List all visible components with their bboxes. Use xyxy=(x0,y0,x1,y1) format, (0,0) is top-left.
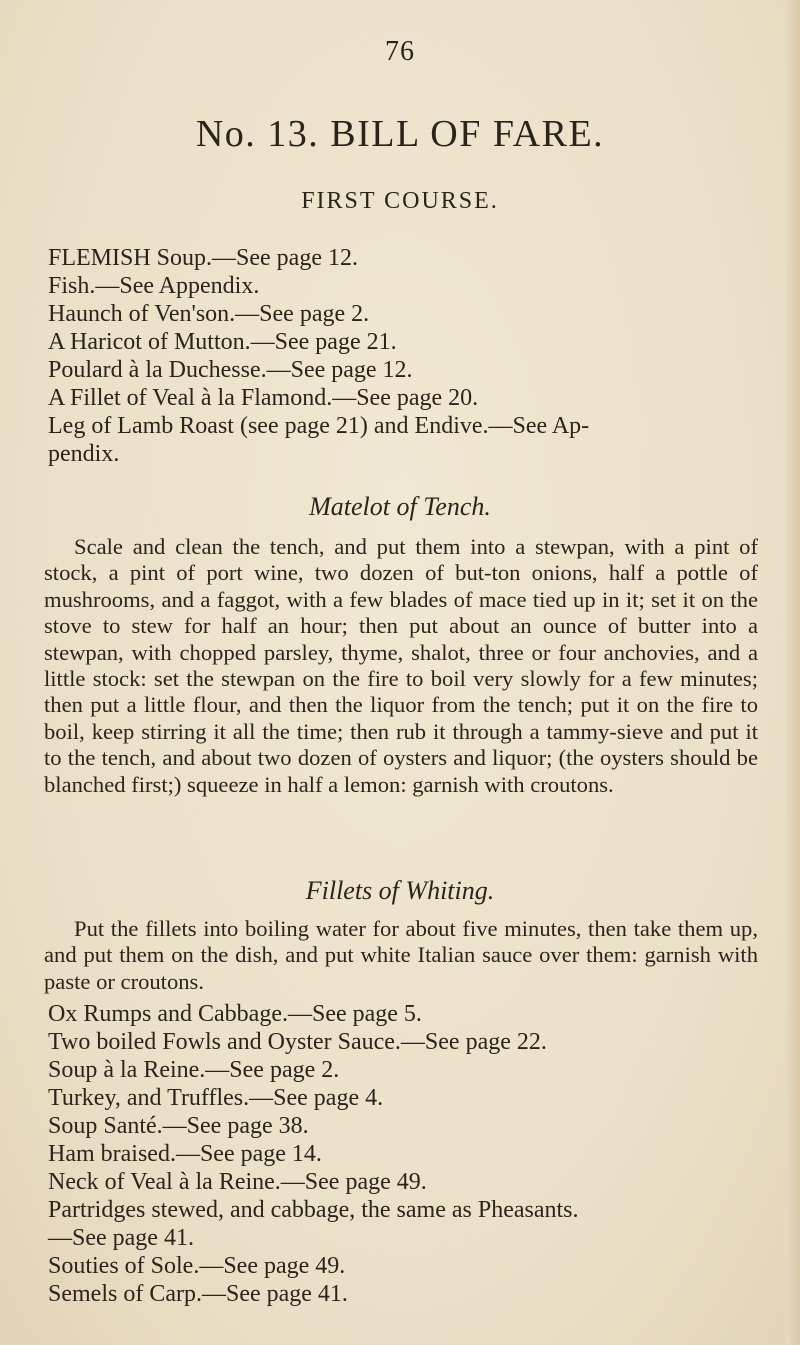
first-dish-list xyxy=(48,244,748,468)
dish-line: A Haricot of Mutton.—See page 21. xyxy=(48,329,397,355)
dish-line: Ox Rumps and Cabbage.—See page 5. xyxy=(48,1001,422,1027)
dish-line: —See page 41. xyxy=(48,1225,194,1251)
dish-line: Semels of Carp.—See page 41. xyxy=(48,1281,348,1307)
dish-line: Leg of Lamb Roast (see page 21) and Endive.—See Ap- xyxy=(48,413,590,439)
dish-line: Haunch of Ven'son.—See page 2. xyxy=(48,301,370,327)
dish-line: Soup Santé.—See page 38. xyxy=(48,1113,309,1139)
dish-line: Turkey, and Truffles.—See page 4. xyxy=(48,1085,384,1111)
dish-line: Partridges stewed, and cabbage, the same as Pheasants. xyxy=(48,1197,579,1223)
course-subtitle: FIRST COURSE. xyxy=(301,188,499,214)
dish-line: pendix. xyxy=(48,441,120,467)
dish-line: A Fillet of Veal à la Flamond.—See page 20. xyxy=(48,385,479,411)
dish-line: Ham braised.—See page 14. xyxy=(48,1141,322,1167)
dish-line: Souties of Sole.—See page 49. xyxy=(48,1253,346,1279)
recipe-text-whiting: Put the fillets into boiling water for about five minutes, then take them up, and put them on the dish, and put white Italian sauce over them: garnish with paste or croutons. xyxy=(44,916,758,994)
dish-line: Neck of Veal à la Reine.—See page 49. xyxy=(48,1169,427,1195)
recipe-heading-whiting: Fillets of Whiting. xyxy=(305,876,495,905)
page-number: 76 xyxy=(385,36,415,67)
recipe-text-matelot: Scale and clean the tench, and put them into a stewpan, with a pint of stock, a pint of port wine, two dozen of but-ton onions, half a pottle of mushrooms, and a faggot, with a few blades of mace tied up in it; set it on the stove to stew for half an hour; then put about an ounce of butter into a stewpan, with chopped parsley, thyme, shalot, three or four anchovies, and a little stock: set the stewpan on the fire to boil very slowly for a few minutes; then put a little flour, and then the liquor from the tench; put it on the fire to boil, keep stirring it all the time; then rub it through a tammy-sieve and put it to the tench, and about two dozen of oysters and liquor; (the oysters should be blanched first;) squeeze in half a lemon: garnish with croutons. xyxy=(44,534,758,797)
page-title: No. 13. BILL OF FARE. xyxy=(195,113,605,155)
dish-line: FLEMISH Soup.—See page 12. xyxy=(48,245,358,271)
second-dish-list xyxy=(48,1000,748,1308)
dish-line: Soup à la Reine.—See page 2. xyxy=(48,1057,340,1083)
recipe-heading-matelot: Matelot of Tench. xyxy=(309,492,491,521)
dish-line: Two boiled Fowls and Oyster Sauce.—See page 22. xyxy=(48,1029,547,1055)
dish-line: Fish.—See Appendix. xyxy=(48,273,260,299)
dish-line: Poulard à la Duchesse.—See page 12. xyxy=(48,357,413,383)
